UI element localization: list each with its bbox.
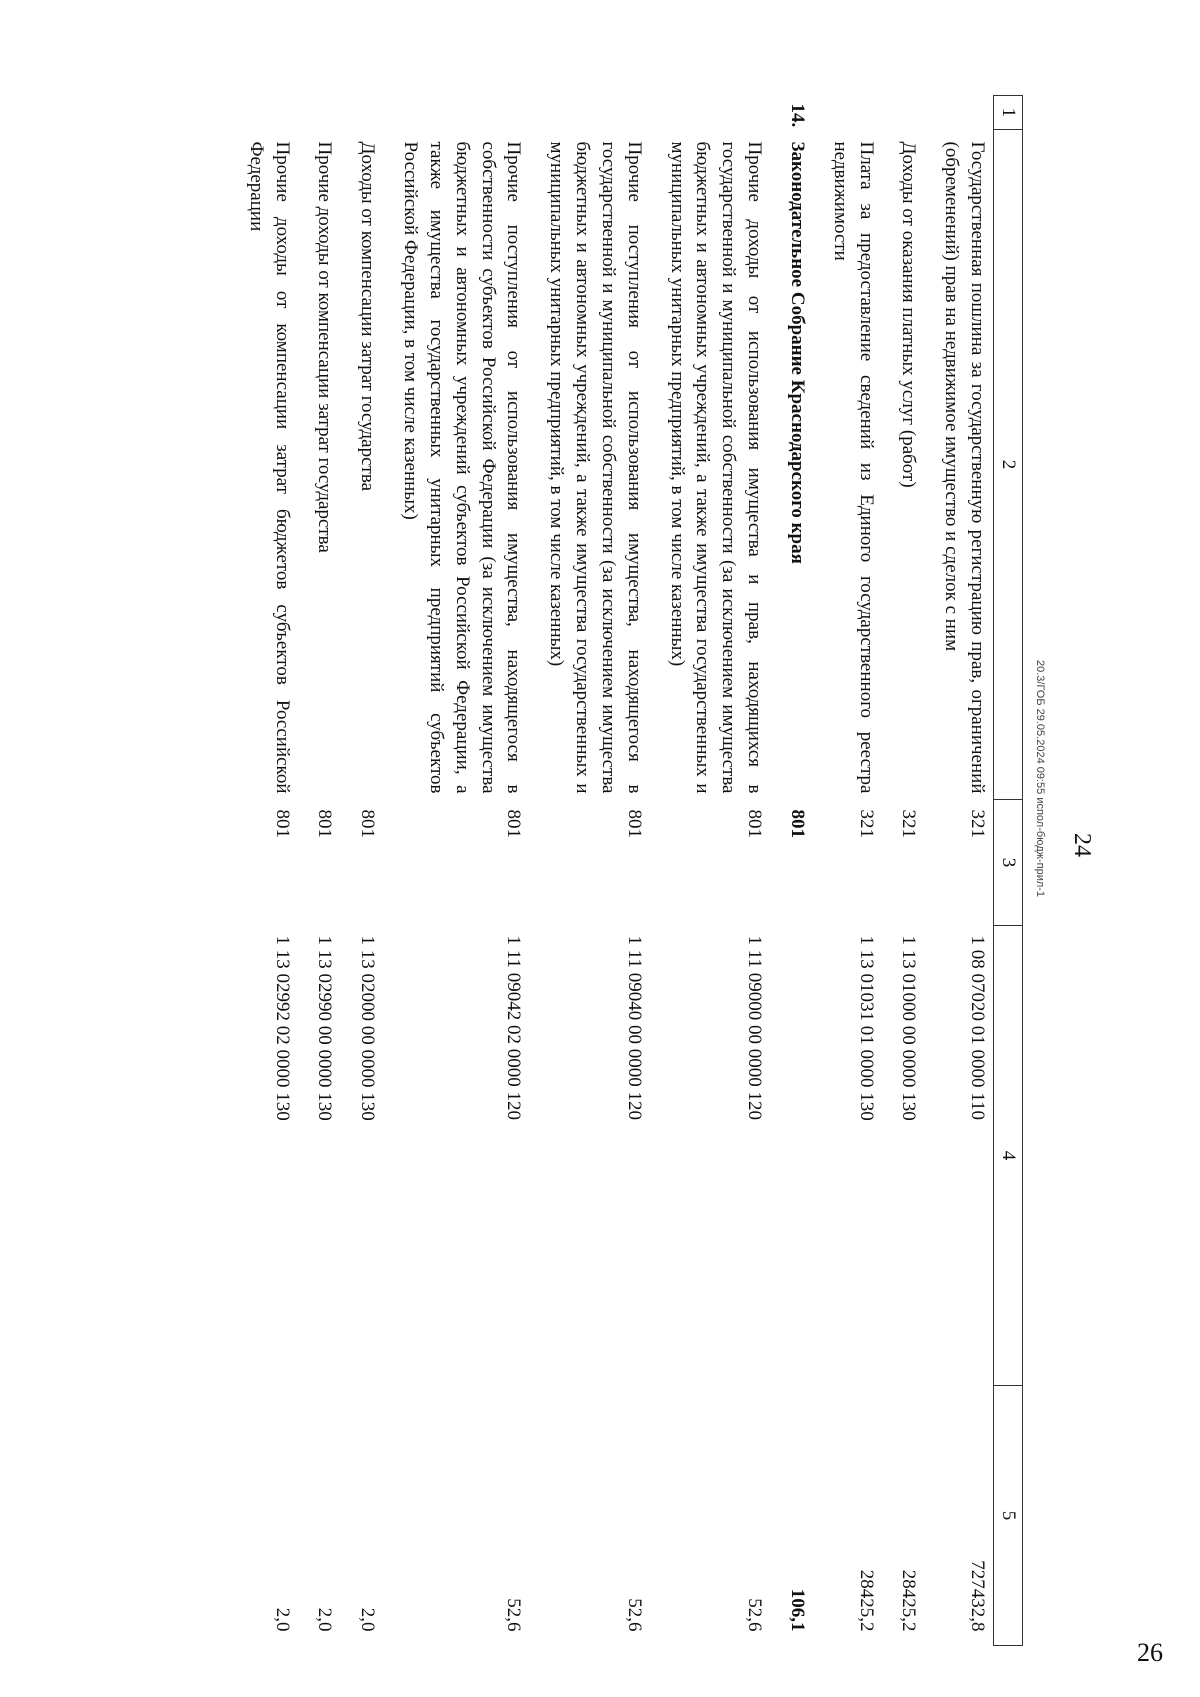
row-classification-code: 1 13 02990 00 0000 130 [314,935,336,1121]
row-amount: 2,0 [271,1607,293,1632]
row-number [529,96,649,130]
table-row [229,96,298,1646]
row-number [882,96,925,130]
row-classification-code: 1 13 01031 01 0000 130 [855,935,877,1121]
row-number [298,96,341,130]
row-classification-code: 1 11 09042 02 0000 120 [503,935,525,1121]
row-name: Прочие доходы от компенсации затрат государства [314,141,336,553]
column-header: 5 [994,1386,1023,1646]
row-amount: 2,0 [357,1607,379,1632]
row-admin-code: 801 [744,809,766,838]
rotated-page [0,95,1095,1695]
row-classification-code: 1 08 07020 01 0000 110 [967,935,988,1121]
row-amount: 2,0 [314,1607,336,1632]
row-classification-code: 1 13 02000 00 0000 130 [357,935,379,1121]
row-admin-code: 801 [357,809,379,838]
row-name: Прочие доходы от использования имущества и прав, находящихся в государственной и муниципальной собственности (за исключением имущества бюджетных и автономных учреждений, а также имущества государственных и муниципальных унитарных предприятий, в том числе казенных) [666,141,766,794]
row-name: Доходы от компенсации затрат государства [357,141,379,491]
row-number [340,96,383,130]
table-row [298,96,341,1646]
table-row [340,96,383,1646]
table-header-row [994,96,1023,1646]
row-name: Законодательное Собрание Краснодарского края [786,141,808,564]
row-number [924,96,993,130]
row-admin-code: 801 [503,809,525,838]
column-header: 2 [994,130,1023,800]
revenue-table [229,95,1023,1646]
table-row [383,96,529,1646]
row-amount: 52,6 [503,1598,525,1632]
page-number: 24 [1069,833,1095,857]
table-row [924,96,993,1646]
row-amount: 106,1 [786,1588,808,1632]
row-name: Доходы от оказания платных услуг (работ) [898,141,920,488]
row-amount: 52,6 [744,1598,766,1632]
row-admin-code: 801 [314,809,336,838]
row-name: Прочие поступления от использования имущества, находящегося в собственности субъектов Российской Федерации (за исключением имущества бюджетных и автономных учреждений субъектов Российской Федерации, а также имущества государственных унитарных предприятий субъектов Российской Федерации, в том числе казенных) [400,141,525,794]
row-classification-code: 1 11 09000 00 0000 120 [744,935,766,1121]
column-header: 3 [994,800,1023,926]
table-row [770,96,813,1646]
row-admin-code: 801 [623,809,645,838]
sheet-number: 26 [1137,1638,1163,1667]
row-admin-code: 321 [967,809,988,838]
column-header: 1 [994,96,1023,130]
row-classification-code [770,926,813,1386]
row-name: Государственная пошлина за государственную регистрацию прав, ограничений (обременений) прав на недвижимое имущество и сделок с ним [941,141,988,794]
row-admin-code: 321 [855,809,877,838]
row-classification-code: 1 11 09040 00 0000 120 [623,935,645,1121]
row-number [650,96,770,130]
row-classification-code: 1 13 01000 00 0000 130 [898,935,920,1121]
row-amount: 28425,2 [855,1569,877,1632]
row-admin-code: 801 [786,809,808,838]
row-number: 14. [786,103,808,128]
row-number [383,96,529,130]
table-row [529,96,649,1646]
row-number [813,96,882,130]
column-header: 4 [994,926,1023,1386]
table-row [882,96,925,1646]
row-amount: 727432,8 [967,1560,988,1632]
row-number [229,96,298,130]
row-amount: 28425,2 [898,1569,920,1632]
row-amount: 52,6 [623,1598,645,1632]
table-row [650,96,770,1646]
table-row [813,96,882,1646]
row-admin-code: 321 [898,809,920,838]
row-name: Плата за предоставление сведений из Единого государственного реестра недвижимости [829,141,877,794]
document-footer-code: 20.3/ГОБ 29.05.2024 09:55 испол-бюдж-прил-1 [1034,660,1046,898]
row-name: Прочие доходы от компенсации затрат бюджетов субъектов Российской Федерации [245,141,293,794]
row-name: Прочие поступления от использования имущества, находящегося в государственной и муниципальной собственности (за исключением имущества бюджетных и автономных учреждений, а также имущества государственных и муниципальных унитарных предприятий, в том числе казенных) [546,141,645,794]
row-classification-code: 1 13 02992 02 0000 130 [271,935,293,1121]
row-admin-code: 801 [271,809,293,838]
